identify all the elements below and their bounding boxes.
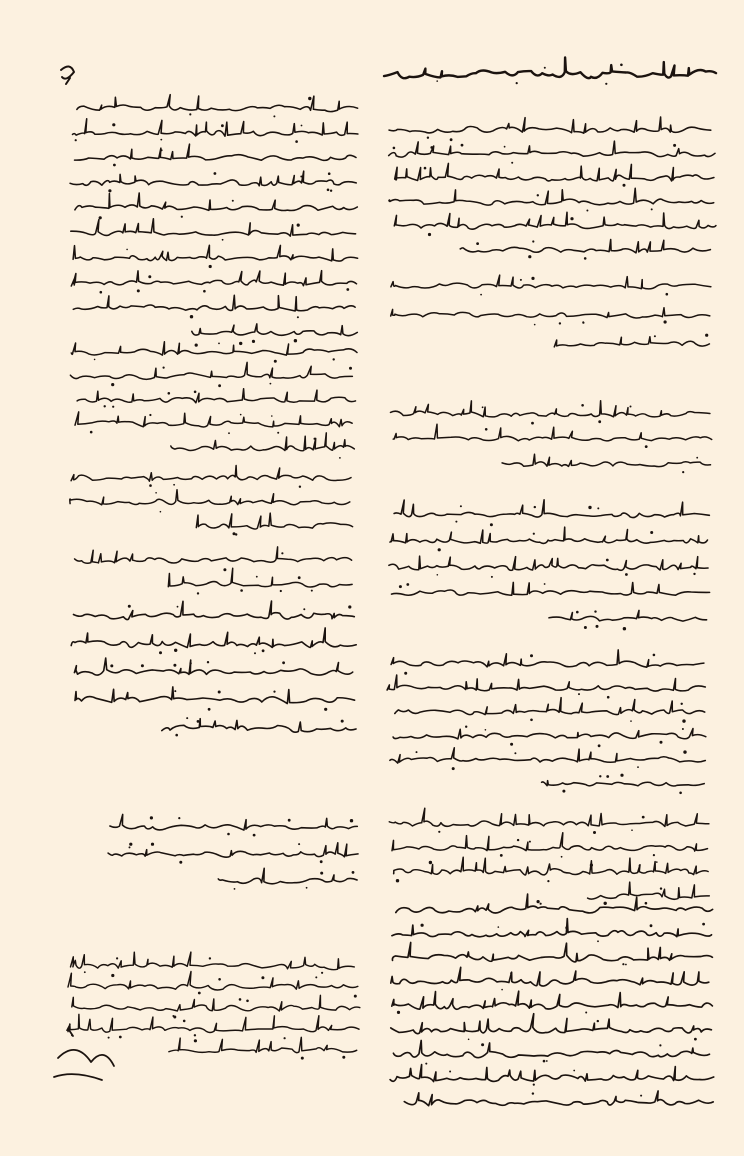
diacritic-dot	[593, 831, 596, 834]
diacritic-dot	[189, 662, 191, 664]
diacritic-dot	[349, 367, 352, 370]
diacritic-dot	[113, 164, 116, 167]
diacritic-dot	[207, 661, 209, 663]
diacritic-dot	[314, 438, 316, 440]
diacritic-dot	[253, 834, 256, 837]
diacritic-dot	[300, 176, 302, 178]
diacritic-dot	[485, 428, 488, 431]
diacritic-dot	[702, 923, 705, 926]
diacritic-dot	[598, 744, 601, 747]
diacritic-dot	[514, 752, 516, 754]
diacritic-dot	[517, 839, 519, 841]
diacritic-dot	[682, 719, 685, 722]
diacritic-dot	[339, 457, 341, 459]
diacritic-dot	[239, 342, 242, 345]
diacritic-dot	[350, 819, 353, 822]
diacritic-dot	[399, 585, 402, 588]
diacritic-dot	[425, 1063, 427, 1065]
diacritic-dot	[222, 239, 224, 241]
diacritic-dot	[315, 976, 317, 978]
diacritic-dot	[108, 1037, 110, 1039]
diacritic-dot	[159, 651, 162, 654]
diacritic-dot	[534, 506, 536, 508]
diacritic-dot	[214, 172, 217, 175]
diacritic-dot	[163, 367, 165, 369]
diacritic-dot	[416, 751, 418, 753]
diacritic-dot	[303, 608, 305, 610]
diacritic-dot	[194, 391, 197, 394]
diacritic-dot	[449, 1071, 451, 1073]
diacritic-dot	[485, 729, 487, 731]
diacritic-dot	[129, 846, 131, 848]
diacritic-dot	[90, 431, 93, 434]
diacritic-dot	[240, 589, 243, 592]
diacritic-dot	[256, 576, 258, 578]
diacritic-dot	[119, 1036, 122, 1039]
diacritic-dot	[221, 124, 224, 127]
diacritic-dot	[656, 861, 658, 863]
diacritic-dot	[573, 1070, 575, 1072]
diacritic-dot	[438, 548, 441, 551]
diacritic-dot	[482, 406, 484, 408]
diacritic-dot	[240, 414, 242, 416]
diacritic-dot	[112, 406, 114, 408]
diacritic-dot	[94, 359, 96, 361]
diacritic-dot	[623, 184, 626, 187]
diacritic-dot	[622, 963, 624, 965]
diacritic-dot	[352, 871, 355, 874]
diacritic-dot	[197, 592, 199, 594]
diacritic-dot	[177, 606, 179, 608]
diacritic-dot	[198, 992, 201, 995]
diacritic-dot	[537, 900, 540, 903]
diacritic-dot	[346, 288, 349, 291]
diacritic-dot	[640, 1095, 642, 1097]
diacritic-dot	[179, 861, 182, 864]
diacritic-dot	[330, 190, 332, 192]
diacritic-dot	[110, 664, 113, 667]
diacritic-dot	[295, 140, 298, 143]
diacritic-dot	[112, 123, 115, 126]
diacritic-dot	[653, 854, 655, 856]
diacritic-dot	[594, 610, 596, 612]
diacritic-dot	[504, 146, 506, 148]
diacritic-dot	[128, 605, 131, 608]
diacritic-dot	[660, 887, 662, 889]
diacritic-dot	[476, 242, 479, 245]
diacritic-dot	[393, 147, 396, 150]
diacritic-dot	[681, 703, 683, 705]
diacritic-dot	[274, 360, 277, 363]
diacritic-dot	[160, 139, 162, 141]
diacritic-dot	[270, 383, 272, 385]
diacritic-dot	[297, 224, 300, 227]
diacritic-dot	[151, 843, 154, 846]
diacritic-dot	[311, 590, 313, 592]
diacritic-dot	[625, 964, 627, 966]
diacritic-dot	[341, 720, 344, 723]
diacritic-dot	[301, 125, 303, 127]
diacritic-dot	[174, 649, 177, 652]
diacritic-dot	[500, 854, 503, 857]
diacritic-dot	[544, 67, 546, 69]
diacritic-dot	[396, 879, 399, 882]
diacritic-dot	[235, 533, 237, 535]
diacritic-dot	[261, 976, 264, 979]
diacritic-dot	[645, 902, 648, 905]
diacritic-dot	[659, 1044, 661, 1046]
diacritic-dot	[481, 1043, 484, 1046]
diacritic-dot	[75, 139, 77, 141]
diacritic-dot	[650, 924, 653, 927]
diacritic-dot	[620, 774, 623, 777]
diacritic-dot	[534, 324, 536, 326]
diacritic-dot	[620, 64, 623, 67]
diacritic-dot	[576, 611, 579, 614]
diacritic-dot	[137, 289, 140, 292]
diacritic-dot	[209, 265, 212, 268]
diacritic-dot	[565, 926, 568, 929]
diacritic-dot	[532, 1092, 534, 1094]
diacritic-dot	[178, 817, 180, 819]
diacritic-dot	[429, 861, 432, 864]
diacritic-dot	[582, 322, 584, 324]
diacritic-dot	[596, 625, 599, 628]
diacritic-dot	[173, 484, 175, 486]
diacritic-dot	[183, 1020, 186, 1023]
diacritic-dot	[129, 843, 132, 846]
diacritic-dot	[450, 138, 453, 141]
diacritic-dot	[666, 293, 669, 296]
diacritic-dot	[234, 888, 236, 890]
diacritic-dot	[111, 383, 114, 386]
diacritic-dot	[532, 240, 534, 242]
diacritic-dot	[530, 654, 533, 657]
diacritic-dot	[203, 290, 206, 293]
diacritic-dot	[288, 819, 291, 822]
diacritic-dot	[604, 902, 607, 905]
diacritic-dot	[607, 696, 610, 699]
diacritic-dot	[599, 775, 601, 777]
diacritic-dot	[606, 775, 609, 778]
diacritic-dot	[348, 605, 351, 608]
diacritic-dot	[100, 291, 103, 294]
diacritic-dot	[491, 576, 493, 578]
diacritic-dot	[510, 743, 513, 746]
diacritic-dot	[104, 405, 106, 407]
diacritic-dot	[327, 189, 330, 192]
diacritic-dot	[682, 728, 684, 730]
diacritic-dot	[328, 172, 331, 175]
diacritic-dot	[246, 1000, 249, 1003]
diacritic-dot	[530, 719, 533, 722]
diacritic-dot	[218, 978, 221, 981]
diacritic-dot	[679, 792, 682, 795]
diacritic-dot	[150, 816, 153, 819]
diacritic-dot	[528, 255, 531, 258]
diacritic-dot	[631, 829, 633, 831]
diacritic-dot	[354, 995, 357, 998]
diacritic-dot	[653, 654, 656, 657]
diacritic-dot	[218, 691, 221, 694]
diacritic-dot	[645, 445, 648, 448]
diacritic-dot	[694, 1038, 697, 1041]
diacritic-dot	[181, 216, 183, 218]
diacritic-dot	[149, 484, 152, 487]
diacritic-dot	[598, 420, 601, 423]
diacritic-dot	[516, 82, 518, 84]
diacritic-dot	[642, 816, 645, 819]
diacritic-dot	[148, 275, 151, 278]
diacritic-dot	[547, 880, 549, 882]
diacritic-dot	[160, 511, 162, 513]
diacritic-dot	[116, 957, 118, 959]
diacritic-dot	[630, 720, 632, 722]
diacritic-dot	[597, 507, 599, 509]
diacritic-dot	[197, 720, 200, 723]
diacritic-dot	[455, 521, 457, 523]
diacritic-dot	[683, 750, 686, 753]
diacritic-dot	[190, 315, 193, 318]
diacritic-dot	[584, 626, 587, 629]
diacritic-dot	[404, 672, 407, 675]
diacritic-dot	[299, 486, 301, 488]
diacritic-dot	[298, 576, 301, 579]
diacritic-dot	[84, 971, 86, 973]
diacritic-dot	[533, 533, 535, 535]
diacritic-dot	[460, 505, 462, 507]
diacritic-dot	[650, 531, 653, 534]
diacritic-dot	[586, 210, 588, 212]
diacritic-dot	[186, 717, 188, 719]
diacritic-dot	[625, 573, 628, 576]
diacritic-dot	[320, 872, 323, 875]
diacritic-dot	[424, 167, 427, 170]
diacritic-dot	[320, 860, 323, 863]
diacritic-dot	[468, 1039, 470, 1041]
diacritic-dot	[654, 335, 656, 337]
diacritic-dot	[252, 340, 255, 343]
diacritic-dot	[308, 97, 311, 100]
diacritic-dot	[630, 406, 632, 408]
diacritic-dot	[570, 217, 573, 220]
diacritic-dot	[584, 257, 587, 260]
diacritic-dot	[581, 404, 584, 407]
diacritic-dot	[406, 583, 409, 586]
diacritic-dot	[254, 652, 256, 654]
diacritic-dot	[682, 471, 684, 473]
diacritic-dot	[461, 144, 464, 147]
diacritic-dot	[597, 1020, 599, 1022]
diacritic-dot	[397, 1011, 400, 1014]
diacritic-dot	[282, 661, 285, 664]
diacritic-dot	[543, 1060, 546, 1063]
diacritic-dot	[606, 559, 609, 562]
diacritic-dot	[529, 841, 531, 843]
diacritic-dot	[561, 856, 563, 858]
diacritic-dot	[651, 208, 653, 210]
diacritic-dot	[693, 573, 695, 575]
diacritic-dot	[194, 1039, 197, 1042]
diacritic-dot	[562, 790, 565, 793]
diacritic-dot	[533, 1084, 535, 1086]
diacritic-dot	[452, 767, 455, 770]
diacritic-dot	[537, 194, 539, 196]
diacritic-dot	[673, 144, 676, 147]
diacritic-dot	[498, 926, 500, 928]
diacritic-dot	[227, 833, 230, 836]
diacritic-dot	[428, 233, 431, 236]
diacritic-dot	[342, 1056, 345, 1059]
diacritic-dot	[585, 1012, 587, 1014]
diacritic-dot	[301, 1057, 304, 1060]
diacritic-dot	[531, 422, 534, 425]
diacritic-dot	[271, 415, 273, 417]
diacritic-dot	[639, 865, 641, 867]
diacritic-dot	[168, 392, 171, 395]
diacritic-dot	[597, 940, 599, 942]
diacritic-dot	[194, 1034, 196, 1036]
diacritic-dot	[173, 664, 176, 667]
diacritic-dot	[588, 506, 591, 509]
diacritic-dot	[174, 690, 176, 692]
diacritic-dot	[277, 432, 279, 434]
diacritic-dot	[578, 693, 580, 695]
diacritic-dot	[149, 414, 151, 416]
diacritic-dot	[623, 627, 626, 630]
diacritic-dot	[262, 649, 265, 652]
diacritic-dot	[531, 277, 534, 280]
diacritic-dot	[126, 249, 128, 251]
diacritic-dot	[298, 843, 300, 845]
diacritic-dot	[511, 162, 513, 164]
diacritic-dot	[421, 924, 424, 927]
diacritic-dot	[218, 343, 220, 345]
diacritic-dot	[294, 339, 297, 342]
diacritic-dot	[438, 831, 440, 833]
diacritic-dot	[306, 887, 308, 889]
diacritic-dot	[430, 146, 433, 149]
diacritic-dot	[189, 113, 191, 115]
diacritic-dot	[559, 322, 561, 324]
diacritic-dot	[141, 664, 144, 667]
diacritic-dot	[273, 691, 275, 693]
diacritic-dot	[696, 457, 698, 459]
diacritic-dot	[705, 334, 708, 337]
diacritic-dot	[664, 320, 667, 323]
diacritic-dot	[173, 1016, 176, 1019]
diacritic-dot	[321, 972, 323, 974]
diacritic-dot	[544, 583, 546, 585]
diacritic-dot	[208, 708, 211, 711]
diacritic-dot	[660, 741, 663, 744]
diacritic-dot	[111, 974, 114, 977]
diacritic-dot	[333, 358, 335, 360]
diacritic-dot	[155, 492, 157, 494]
diacritic-dot	[546, 1060, 548, 1062]
diacritic-dot	[239, 998, 242, 1001]
diacritic-dot	[501, 989, 503, 991]
diacritic-dot	[108, 189, 111, 192]
diacritic-dot	[520, 279, 522, 281]
diacritic-dot	[228, 432, 230, 434]
diacritic-dot	[273, 115, 275, 117]
diacritic-dot	[490, 523, 493, 526]
diacritic-dot	[175, 734, 178, 737]
diacritic-dot	[427, 137, 429, 139]
diacritic-dot	[605, 83, 607, 85]
diacritic-dot	[437, 574, 439, 576]
diacritic-dot	[480, 294, 482, 296]
diacritic-dot	[436, 80, 438, 82]
diacritic-dot	[637, 766, 639, 768]
diacritic-dot	[223, 568, 226, 571]
diacritic-dot	[465, 726, 467, 728]
diacritic-dot	[590, 864, 593, 867]
diacritic-dot	[209, 957, 211, 959]
diacritic-dot	[232, 200, 234, 202]
diacritic-dot	[510, 972, 512, 974]
diacritic-dot	[324, 708, 327, 711]
diacritic-dot	[284, 1037, 286, 1039]
diacritic-dot	[297, 316, 299, 318]
diacritic-dot	[280, 590, 282, 592]
diacritic-dot	[218, 384, 221, 387]
diacritic-dot	[195, 344, 198, 347]
diacritic-dot	[281, 552, 283, 554]
diacritic-dot	[161, 149, 163, 151]
diacritic-dot	[540, 903, 542, 905]
